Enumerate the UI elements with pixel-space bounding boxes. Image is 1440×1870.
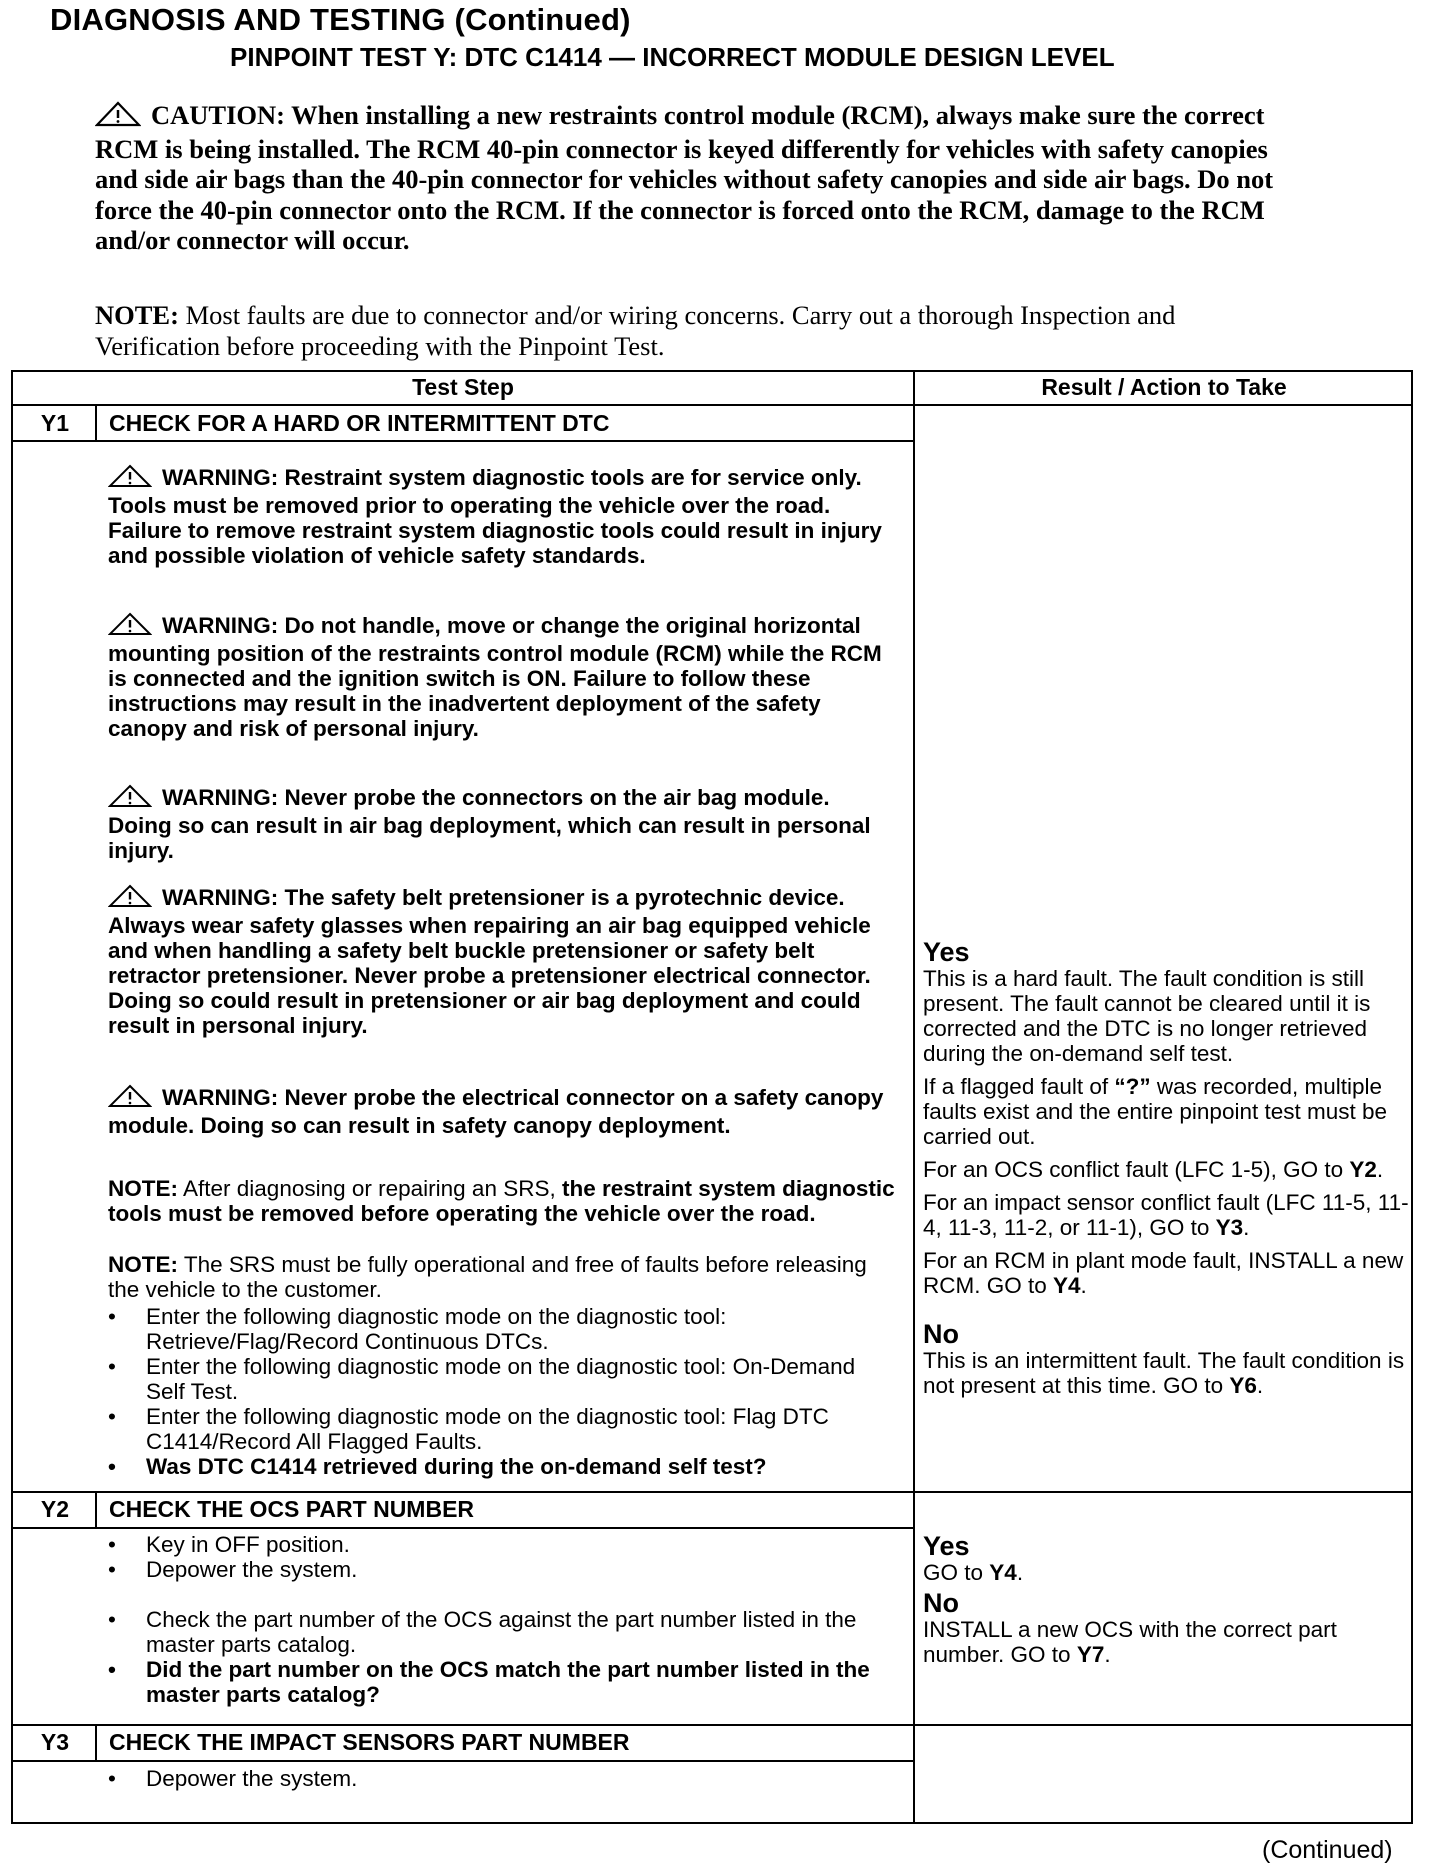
result-ocs: For an OCS conflict fault (LFC 1-5), GO to Y2.: [923, 1157, 1384, 1182]
note-label: NOTE:: [95, 300, 179, 330]
step-id-y1: Y1: [40, 410, 70, 436]
note-2: NOTE: The SRS must be fully operational and free of faults before releasing the vehicle to the customer.: [108, 1252, 867, 1302]
warning-triangle-icon: [95, 101, 141, 134]
warning-triangle-icon: [108, 464, 152, 493]
warning-2: WARNING: Do not handle, move or change the original horizontal mounting position of the restraints control module (RCM) while the RCM is connected and the ignition switch is ON. Failure to follow these instructions may result in the inadvertent deployment of the safety canopy and risk of personal injury.: [108, 613, 882, 741]
y1-results: [923, 938, 1413, 1398]
note-text: Most faults are due to connector and/or wiring concerns. Carry out a thorough Inspection and Verification before proceeding with the Pinpoint Test.: [95, 300, 1176, 361]
result-yes-text: This is a hard fault. The fault condition is still present. The fault cannot be cleared until it is corrected and the DTC is no longer retrieved during the on-demand self test.: [923, 966, 1371, 1066]
y3-bullets: [108, 1766, 898, 1791]
step-title-y2: CHECK THE OCS PART NUMBER: [109, 1496, 475, 1522]
caution-block: [95, 100, 1295, 256]
note-top: [95, 300, 1295, 361]
result-yes-label: Yes: [923, 937, 970, 967]
y2-results: [923, 1532, 1413, 1667]
list-item: • Depower the system.: [108, 1557, 898, 1582]
step-title-y3: CHECK THE IMPACT SENSORS PART NUMBER: [109, 1729, 630, 1755]
y1-bullets: [108, 1304, 898, 1479]
y2-bullets-a: [108, 1532, 898, 1582]
page-title: DIAGNOSIS AND TESTING (Continued): [50, 2, 631, 37]
result-no-label: No: [923, 1588, 959, 1618]
result-impact: For an impact sensor conflict fault (LFC 11-5, 11-4, 11-3, 11-2, or 11-1), GO to Y3.: [923, 1190, 1409, 1240]
result-no-label: No: [923, 1319, 959, 1349]
list-item: • Depower the system.: [108, 1766, 898, 1791]
list-item-question: • Did the part number on the OCS match the part number listed in the master parts catalog?: [108, 1657, 898, 1707]
note-1: NOTE: After diagnosing or repairing an SRS, the restraint system diagnostic tools must be removed before operating the vehicle over the road.: [108, 1176, 895, 1226]
warning-5: WARNING: Never probe the electrical connector on a safety canopy module. Doing so can result in safety canopy deployment.: [108, 1085, 884, 1138]
result-flag: If a flagged fault of “?” was recorded, multiple faults exist and the entire pinpoint test must be carried out.: [923, 1074, 1388, 1149]
header-test-step: Test Step: [412, 374, 514, 400]
result-no-text: This is an intermittent fault. The fault condition is not present at this time. GO to Y6.: [923, 1348, 1405, 1398]
result-yes-label: Yes: [923, 1531, 970, 1561]
list-item: • Check the part number of the OCS against the part number listed in the master parts catalog.: [108, 1607, 898, 1657]
warning-4: WARNING: The safety belt pretensioner is a pyrotechnic device. Always wear safety glasses when repairing an air bag equipped vehicle and when handling a safety belt buckle pretensioner or safety belt retractor pretensioner. Never probe a pretensioner electrical connector. Doing so could result in pretensioner or air bag deployment and could result in personal injury.: [108, 885, 871, 1038]
warning-triangle-icon: [108, 884, 152, 913]
page-subtitle: PINPOINT TEST Y: DTC C1414 — INCORRECT MODULE DESIGN LEVEL: [230, 42, 1115, 72]
list-item: • Enter the following diagnostic mode on the diagnostic tool: On-Demand Self Test.: [108, 1354, 898, 1404]
caution-text: CAUTION: When installing a new restraints control module (RCM), always make sure the correct RCM is being installed. The RCM 40-pin connector is keyed differently for vehicles with safety canopies and side air bags than the 40-pin connector for vehicles without safety canopies and side air bags. Do not force the 40-pin connector onto the RCM. If the connector is forced onto the RCM, damage to the RCM and/or connector will occur.: [95, 100, 1274, 255]
warning-3: WARNING: Never probe the connectors on the air bag module. Doing so can result in air bag deployment, which can result in personal injury.: [108, 785, 871, 863]
result-plant: For an RCM in plant mode fault, INSTALL a new RCM. GO to Y4.: [923, 1248, 1404, 1298]
list-item: • Enter the following diagnostic mode on the diagnostic tool: Retrieve/Flag/Record Continuous DTCs.: [108, 1304, 898, 1354]
list-item: • Key in OFF position.: [108, 1532, 898, 1557]
y2-bullets-b: [108, 1607, 898, 1707]
step-title-y1: CHECK FOR A HARD OR INTERMITTENT DTC: [109, 410, 610, 436]
result-no-text: INSTALL a new OCS with the correct part number. GO to Y7.: [923, 1617, 1337, 1667]
warning-triangle-icon: [108, 784, 152, 813]
step-id-y2: Y2: [40, 1496, 70, 1522]
warning-1: WARNING: Restraint system diagnostic tools are for service only. Tools must be removed prior to operating the vehicle over the road. Failure to remove restraint system diagnostic tools could result in injury and possible violation of vehicle safety standards.: [108, 465, 882, 568]
list-item-question: • Was DTC C1414 retrieved during the on-demand self test?: [108, 1454, 898, 1479]
warning-triangle-icon: [108, 612, 152, 641]
step-id-y3: Y3: [40, 1729, 70, 1755]
continued-label: (Continued): [1262, 1836, 1393, 1864]
header-result: Result / Action to Take: [1041, 374, 1287, 400]
list-item: • Enter the following diagnostic mode on the diagnostic tool: Flag DTC C1414/Record All Flagged Faults.: [108, 1404, 898, 1454]
result-yes-text: GO to Y4.: [923, 1560, 1024, 1585]
warning-triangle-icon: [108, 1084, 152, 1113]
pinpoint-table: [11, 370, 1413, 1824]
